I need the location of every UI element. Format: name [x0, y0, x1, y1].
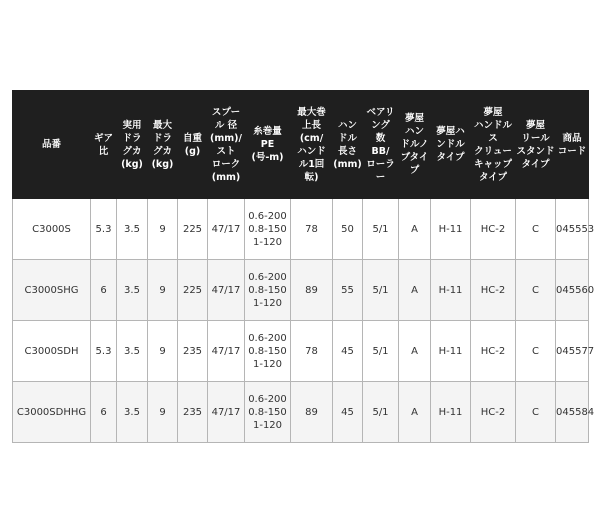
header-gear-ratio: ギア 比	[91, 91, 117, 199]
header-screw-cap-type: 夢屋 ハンドルス クリュー キャップ タイプ	[471, 91, 516, 199]
header-row	[13, 91, 589, 199]
cell-practical-drag: 3.5	[117, 382, 148, 443]
cell-practical-drag: 3.5	[117, 321, 148, 382]
cell-handle-type: H-11	[431, 321, 471, 382]
header-practical-drag: 実用 ドラ グカ (kg)	[117, 91, 148, 199]
cell-spool-size: 47/17	[208, 382, 245, 443]
header-max-drag: 最大 ドラ グカ (kg)	[148, 91, 178, 199]
cell-handle-length: 45	[333, 321, 363, 382]
cell-handle-type: H-11	[431, 382, 471, 443]
cell-max-drag: 9	[148, 382, 178, 443]
cell-screw-cap-type: HC-2	[471, 199, 516, 260]
cell-retrieve: 78	[291, 321, 333, 382]
cell-gear-ratio: 6	[91, 260, 117, 321]
cell-product-code: 045577	[556, 321, 589, 382]
cell-product-code: 045584	[556, 382, 589, 443]
header-weight: 自重 (g)	[178, 91, 208, 199]
cell-product-code: 045560	[556, 260, 589, 321]
cell-practical-drag: 3.5	[117, 199, 148, 260]
header-spool-size: スプー ル 径 (mm)/ スト ローク (mm)	[208, 91, 245, 199]
header-knob-type: 夢屋 ハン ドルノ ブタイ プ	[399, 91, 431, 199]
cell-line-capacity: 0.6-200 0.8-150 1-120	[245, 199, 291, 260]
header-retrieve: 最大巻 上長 (cm/ ハンド ル1回 転)	[291, 91, 333, 199]
cell-weight: 225	[178, 199, 208, 260]
cell-model: C3000SDH	[13, 321, 91, 382]
header-bearings: ベアリ ング 数 BB/ ローラ ー	[363, 91, 399, 199]
header-handle-length: ハン ドル 長さ (mm)	[333, 91, 363, 199]
cell-knob-type: A	[399, 260, 431, 321]
table-row	[13, 321, 589, 382]
cell-line-capacity: 0.6-200 0.8-150 1-120	[245, 382, 291, 443]
cell-max-drag: 9	[148, 321, 178, 382]
cell-line-capacity: 0.6-200 0.8-150 1-120	[245, 260, 291, 321]
cell-screw-cap-type: HC-2	[471, 321, 516, 382]
cell-spool-size: 47/17	[208, 321, 245, 382]
cell-handle-type: H-11	[431, 260, 471, 321]
cell-knob-type: A	[399, 199, 431, 260]
cell-bearings: 5/1	[363, 321, 399, 382]
header-stand-type: 夢屋 リール スタンド タイプ	[516, 91, 556, 199]
cell-stand-type: C	[516, 382, 556, 443]
cell-stand-type: C	[516, 321, 556, 382]
cell-spool-size: 47/17	[208, 199, 245, 260]
cell-model: C3000SHG	[13, 260, 91, 321]
cell-gear-ratio: 5.3	[91, 199, 117, 260]
cell-weight: 235	[178, 382, 208, 443]
cell-knob-type: A	[399, 321, 431, 382]
cell-handle-length: 45	[333, 382, 363, 443]
cell-screw-cap-type: HC-2	[471, 382, 516, 443]
cell-gear-ratio: 5.3	[91, 321, 117, 382]
cell-handle-type: H-11	[431, 199, 471, 260]
cell-stand-type: C	[516, 260, 556, 321]
cell-stand-type: C	[516, 199, 556, 260]
cell-handle-length: 50	[333, 199, 363, 260]
cell-max-drag: 9	[148, 260, 178, 321]
table-row	[13, 199, 589, 260]
header-line-capacity: 糸巻量 PE (号-m)	[245, 91, 291, 199]
cell-bearings: 5/1	[363, 382, 399, 443]
table-row	[13, 260, 589, 321]
cell-weight: 235	[178, 321, 208, 382]
cell-bearings: 5/1	[363, 260, 399, 321]
cell-practical-drag: 3.5	[117, 260, 148, 321]
cell-max-drag: 9	[148, 199, 178, 260]
header-product-code: 商品 コード	[556, 91, 589, 199]
cell-product-code: 045553	[556, 199, 589, 260]
cell-knob-type: A	[399, 382, 431, 443]
header-handle-type: 夢屋ハ ンドル タイプ	[431, 91, 471, 199]
cell-spool-size: 47/17	[208, 260, 245, 321]
cell-screw-cap-type: HC-2	[471, 260, 516, 321]
cell-handle-length: 55	[333, 260, 363, 321]
header-model: 品番	[13, 91, 91, 199]
cell-retrieve: 89	[291, 382, 333, 443]
cell-line-capacity: 0.6-200 0.8-150 1-120	[245, 321, 291, 382]
cell-retrieve: 78	[291, 199, 333, 260]
cell-model: C3000SDHHG	[13, 382, 91, 443]
table-row	[13, 382, 589, 443]
cell-gear-ratio: 6	[91, 382, 117, 443]
cell-retrieve: 89	[291, 260, 333, 321]
cell-weight: 225	[178, 260, 208, 321]
cell-bearings: 5/1	[363, 199, 399, 260]
cell-model: C3000S	[13, 199, 91, 260]
spec-table	[12, 90, 595, 443]
